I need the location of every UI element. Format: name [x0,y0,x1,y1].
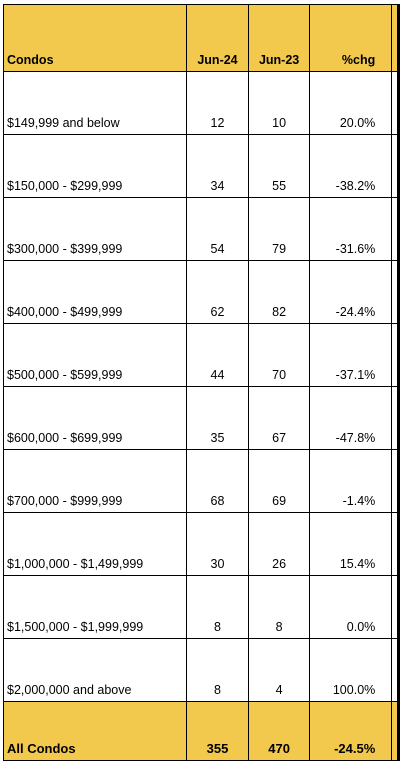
header-jun-24: Jun-24 [187,5,249,72]
row-pct-change: -38.2% [310,135,392,198]
row-jun-23: 4 [248,639,310,702]
row-pct-change: -31.6% [310,198,392,261]
edge-cell [392,702,399,761]
edge-cell [392,450,399,513]
table-row [4,135,399,198]
table-row [4,387,399,450]
table-row [4,450,399,513]
row-jun-23: 26 [248,513,310,576]
edge-cell [392,135,399,198]
row-jun-23: 8 [248,576,310,639]
row-pct-change: 15.4% [310,513,392,576]
header-pct-change: %chg [310,5,392,72]
table-row [4,639,399,702]
row-label: $300,000 - $399,999 [4,198,187,261]
row-pct-change: 0.0% [310,576,392,639]
total-jun-23: 470 [248,702,310,761]
edge-cell [392,198,399,261]
row-label: $2,000,000 and above [4,639,187,702]
table-row [4,324,399,387]
row-label: $150,000 - $299,999 [4,135,187,198]
row-pct-change: 100.0% [310,639,392,702]
total-jun-24: 355 [187,702,249,761]
header-row [4,5,399,72]
edge-cell [392,72,399,135]
row-pct-change: -1.4% [310,450,392,513]
table-row [4,72,399,135]
row-jun-24: 44 [187,324,249,387]
row-jun-23: 10 [248,72,310,135]
row-label: $1,500,000 - $1,999,999 [4,576,187,639]
table-row [4,261,399,324]
total-pct-change: -24.5% [310,702,392,761]
edge-cell [392,576,399,639]
condo-sales-table [3,4,400,761]
edge-cell [392,324,399,387]
row-jun-23: 82 [248,261,310,324]
row-jun-24: 35 [187,387,249,450]
header-condos: Condos [4,5,187,72]
row-pct-change: 20.0% [310,72,392,135]
row-jun-23: 79 [248,198,310,261]
row-label: $149,999 and below [4,72,187,135]
row-label: $700,000 - $999,999 [4,450,187,513]
row-label: $600,000 - $699,999 [4,387,187,450]
row-jun-24: 54 [187,198,249,261]
row-jun-23: 67 [248,387,310,450]
row-pct-change: -24.4% [310,261,392,324]
row-label: $400,000 - $499,999 [4,261,187,324]
row-jun-23: 69 [248,450,310,513]
row-jun-24: 12 [187,72,249,135]
row-pct-change: -37.1% [310,324,392,387]
edge-cell [392,639,399,702]
row-jun-24: 62 [187,261,249,324]
table-row [4,576,399,639]
row-jun-24: 34 [187,135,249,198]
edge-cell [392,513,399,576]
total-label: All Condos [4,702,187,761]
row-jun-23: 70 [248,324,310,387]
row-jun-23: 55 [248,135,310,198]
edge-cell [392,387,399,450]
edge-cell [392,5,399,72]
row-label: $1,000,000 - $1,499,999 [4,513,187,576]
row-jun-24: 30 [187,513,249,576]
row-jun-24: 8 [187,639,249,702]
row-pct-change: -47.8% [310,387,392,450]
table-row [4,513,399,576]
total-row [4,702,399,761]
table-row [4,198,399,261]
row-label: $500,000 - $599,999 [4,324,187,387]
header-jun-23: Jun-23 [248,5,310,72]
row-jun-24: 8 [187,576,249,639]
row-jun-24: 68 [187,450,249,513]
edge-cell [392,261,399,324]
